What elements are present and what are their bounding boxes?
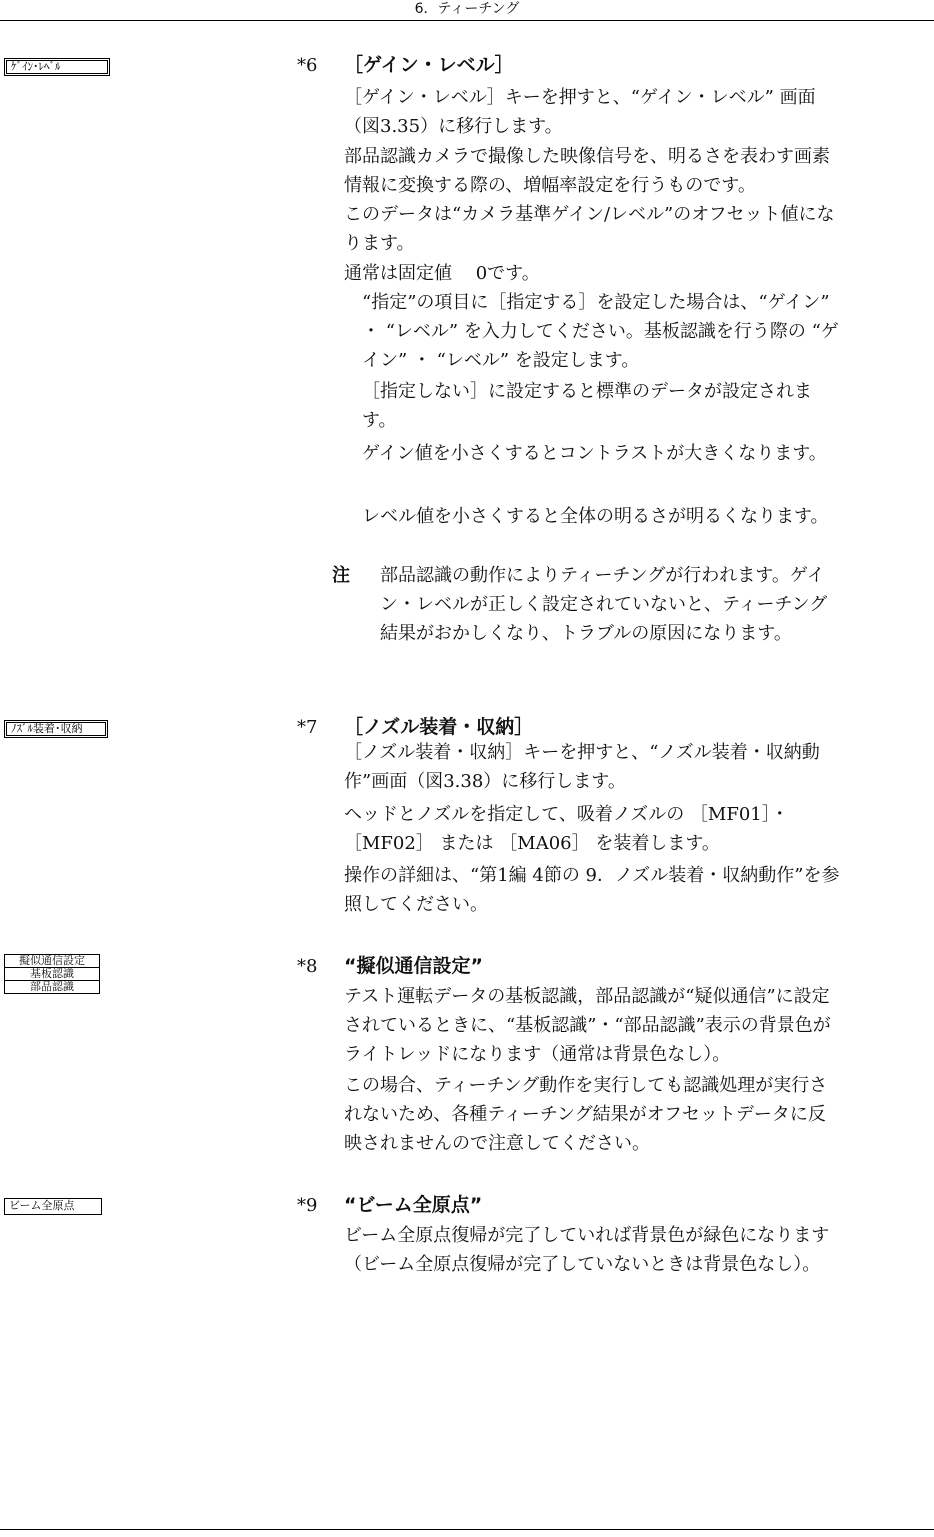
footer-rule bbox=[0, 1529, 934, 1530]
item-9-number: *9 bbox=[297, 1195, 318, 1216]
item-6-number: *6 bbox=[297, 55, 318, 76]
item-7-para-3: 操作の詳細は、“第1編 4節の 9．ノズル装着・収納動作”を参照してください。 bbox=[344, 865, 840, 915]
nozzle-mount-key bbox=[4, 720, 108, 738]
item-7-number: *7 bbox=[297, 717, 318, 738]
item-7-title: ［ノズル装着・収納］ bbox=[344, 716, 534, 738]
item-6-para-3: このデータは“カメラ基準ゲイン/レベル”のオフセット値になります。 bbox=[344, 204, 835, 254]
sim-comm-label: 擬似通信設定 bbox=[4, 954, 100, 967]
nozzle-mount-key-label: ﾉｽﾞﾙ装着･収納 bbox=[6, 722, 106, 736]
item-8-number: *8 bbox=[297, 956, 318, 977]
item-6-para-7: ゲイン値を小さくするとコントラストが大きくなります。 bbox=[362, 443, 827, 464]
item-7-para-2: ヘッドとノズルを指定して、吸着ノズルの ［MF01］・［MF02］ または ［MA06］ を装着します。 bbox=[344, 804, 789, 854]
part-recognition-label: 部品認識 bbox=[4, 980, 100, 994]
item-6-para-2: 部品認識カメラで撮像した映像信号を、明るさを表わす画素情報に変換する際の、増幅率設定を行うものです。 bbox=[344, 146, 830, 196]
beam-origin-label: ビーム全原点 bbox=[9, 1199, 75, 1212]
item-8-para-2: この場合、ティーチング動作を実行しても認識処理が実行されないため、各種ティーチング結果がオフセットデータに反映されませんので注意してください。 bbox=[344, 1075, 828, 1154]
board-recognition-label: 基板認識 bbox=[4, 967, 100, 980]
header-rule bbox=[0, 20, 934, 21]
gain-level-key bbox=[4, 58, 110, 76]
item-6-note-label: 注 bbox=[332, 565, 350, 586]
item-6-para-8: レベル値を小さくすると全体の明るさが明るくなります。 bbox=[362, 506, 829, 527]
item-6-note: 部品認識の動作によりティーチングが行われます。ゲイン・レベルが正しく設定されていないと、ティーチング結果がおかしくなり、トラブルの原因になります。 bbox=[380, 565, 828, 644]
item-9-para-1: ビーム全原点復帰が完了していれば背景色が緑色になります（ビーム全原点復帰が完了していないときは背景色なし）。 bbox=[344, 1225, 830, 1275]
item-6-para-4: 通常は固定値 0です。 bbox=[344, 263, 540, 284]
gain-level-key-label: ｹﾞｲﾝ･ﾚﾍﾞﾙ bbox=[6, 60, 108, 74]
item-8-title: “擬似通信設定” bbox=[344, 955, 483, 977]
beam-origin-indicator bbox=[4, 1198, 102, 1215]
page-header: 6．ティーチング bbox=[414, 1, 520, 17]
item-6-para-6: ［指定しない］に設定すると標準のデータが設定されます。 bbox=[362, 381, 812, 431]
item-9-title: “ビーム全原点” bbox=[344, 1194, 483, 1216]
item-6-para-5: “指定”の項目に［指定する］を設定した場合は、“ゲイン” ・ “レベル” を入力してください。基板認識を行う際の “ゲイン” ・ “レベル” を設定します。 bbox=[362, 292, 839, 371]
item-6-para-1: ［ゲイン・レベル］キーを押すと、“ゲイン・レベル” 画面（図3.35）に移行します。 bbox=[344, 87, 816, 137]
simulated-comm-indicator bbox=[4, 954, 100, 994]
item-7-para-1: ［ノズル装着・収納］キーを押すと、“ノズル装着・収納動作”画面（図3.38）に移行します。 bbox=[344, 742, 820, 792]
item-8-para-1: テスト運転データの基板認識，部品認識が“疑似通信”に設定されているときに、“基板認識”・“部品認識”表示の背景色がライトレッドになります（通常は背景色なし）。 bbox=[344, 986, 831, 1065]
item-6-title: ［ゲイン・レベル］ bbox=[344, 54, 514, 76]
